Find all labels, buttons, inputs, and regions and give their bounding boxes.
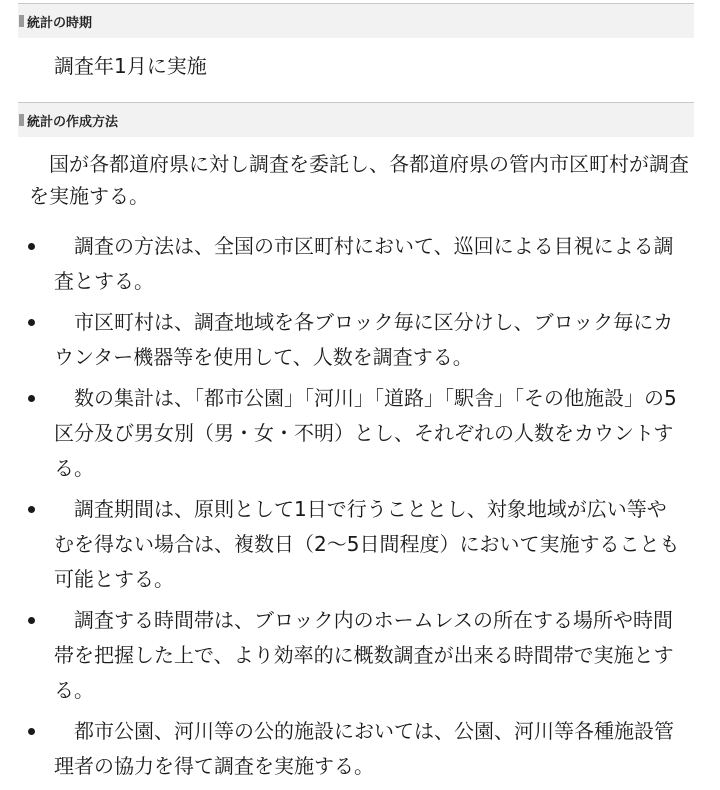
header-marker-icon — [19, 114, 24, 126]
section-heading-period: 統計の時期 — [27, 15, 93, 31]
list-item: 調査の方法は、全国の市区町村において、巡回による目視による調査とする。 — [0, 229, 720, 299]
list-item: 数の集計は、「都市公園」「河川」「道路」「駅舎」「その他施設」の5区分及び男女別（男・女・不明）とし、それぞれの人数をカウントする。 — [0, 381, 720, 486]
method-intro: 国が各都道府県に対し調査を委託し、各都道府県の管内市区町村が調査を実施する。 — [29, 152, 689, 208]
bullet-icon — [28, 506, 35, 513]
bullet-icon — [28, 617, 35, 624]
bullet-icon — [28, 395, 35, 402]
list-item: 市区町村は、調査地域を各ブロック毎に区分けし、ブロック毎にカウンター機器等を使用して、人数を調査する。 — [0, 305, 720, 375]
section-heading-method: 統計の作成方法 — [27, 114, 119, 130]
header-marker-icon — [19, 15, 24, 27]
period-text: 調査年1月に実施 — [54, 54, 207, 78]
section-header-method — [18, 102, 694, 137]
section-header-period — [18, 3, 694, 38]
bullet-icon — [28, 319, 35, 326]
list-item: 調査期間は、原則として1日で行うこととし、対象地域が広い等やむを得ない場合は、複数日（2〜5日間程度）において実施することも可能とする。 — [0, 492, 720, 597]
list-item: 調査する時間帯は、ブロック内のホームレスの所在する場所や時間帯を把握した上で、より効率的に概数調査が出来る時間帯で実施とする。 — [0, 603, 720, 708]
method-bullet-list — [0, 229, 720, 790]
bullet-icon — [28, 243, 35, 250]
bullet-icon — [28, 728, 35, 735]
list-item: 都市公園、河川等の公的施設においては、公園、河川等各種施設管理者の協力を得て調査を実施する。 — [0, 714, 720, 784]
